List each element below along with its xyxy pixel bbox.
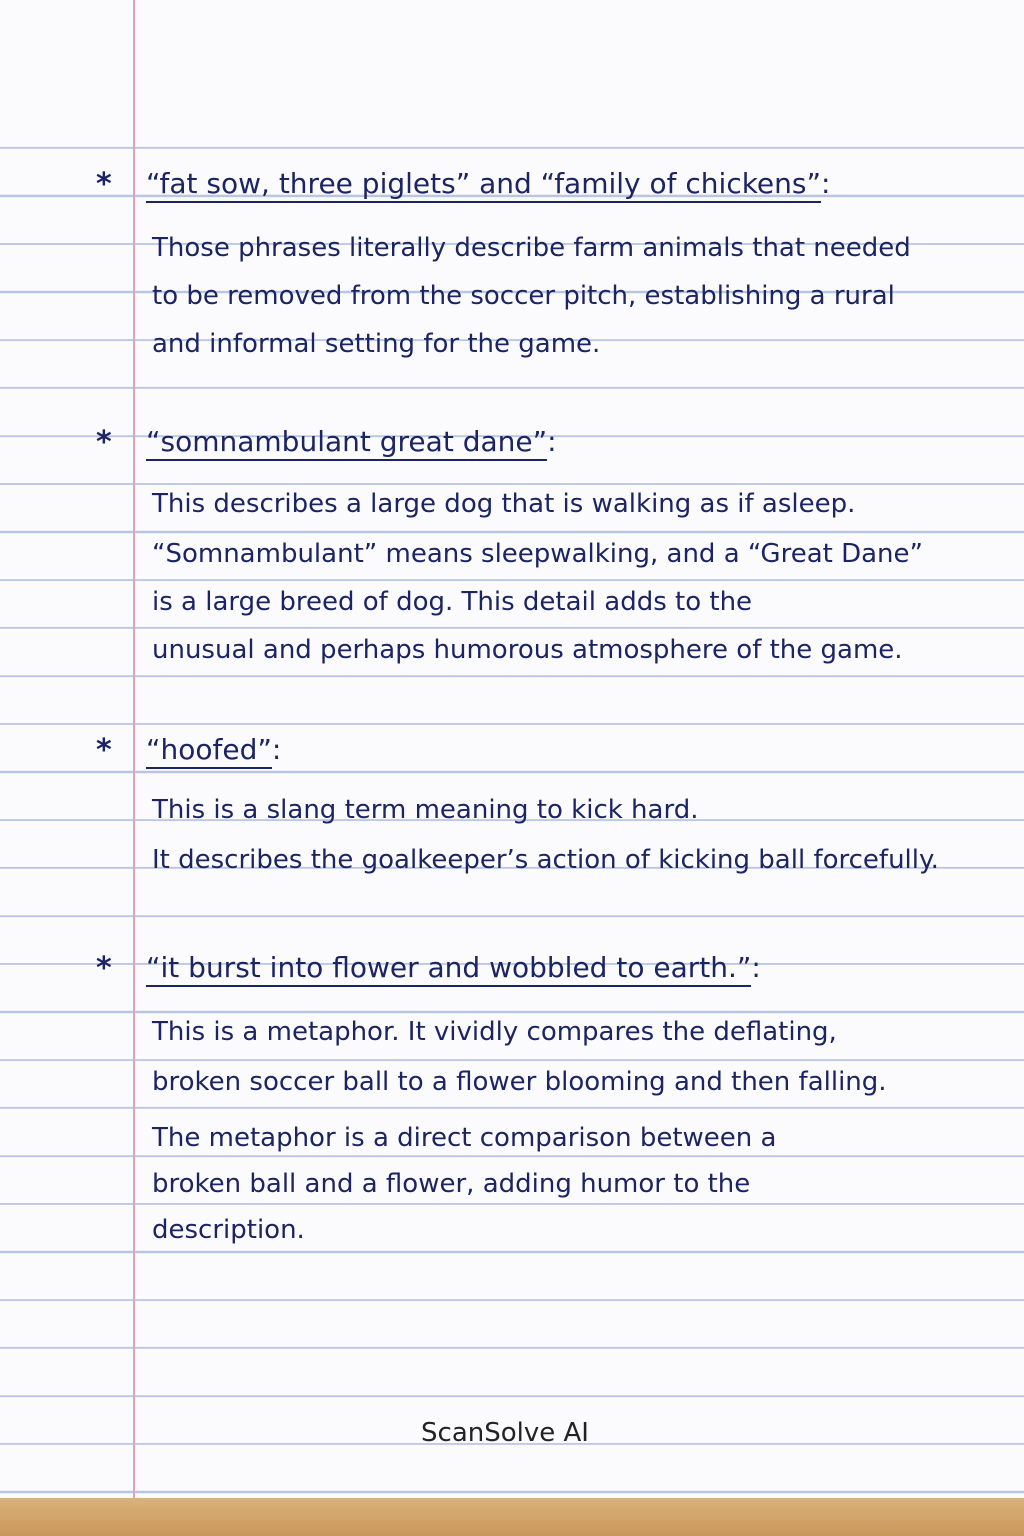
note-line: It describes the goalkeeper’s action of kicking ball forcefully. [152, 845, 939, 875]
note-heading [146, 424, 557, 460]
note-line: is a large breed of dog. This detail adds to the [152, 587, 753, 617]
note-line: This is a metaphor. It vividly compares the deflating, [152, 1017, 837, 1047]
note-line: “Somnambulant” means sleepwalking, and a “Great Dane” [152, 539, 923, 569]
page-top-margin [0, 0, 1024, 140]
note-heading-text: “fat sow, three piglets” and “family of chickens” [146, 167, 821, 203]
heading-colon: : [271, 733, 282, 766]
note-line: broken soccer ball to a flower blooming and then falling. [152, 1067, 887, 1097]
note-line: description. [152, 1215, 305, 1245]
note-line: to be removed from the soccer pitch, establishing a rural [152, 281, 895, 311]
note-line: broken ball and a flower, adding humor to the [152, 1169, 751, 1199]
bullet-star-icon: * [96, 425, 112, 460]
wood-desk-surface [0, 1498, 1024, 1536]
note-heading-text: “hoofed” [146, 733, 272, 769]
note-heading [146, 950, 761, 986]
note-line: and informal setting for the game. [152, 329, 601, 359]
note-heading-text: “it burst into flower and wobbled to earth.” [146, 951, 751, 987]
margin-line [133, 0, 135, 1498]
note-heading-text: “somnambulant great dane” [146, 425, 547, 461]
footer-brand: ScanSolve AI [421, 1418, 589, 1448]
note-heading [146, 732, 281, 768]
note-line: This is a slang term meaning to kick hard. [152, 795, 699, 825]
heading-colon: : [821, 167, 831, 200]
note-heading [146, 166, 830, 202]
note-line: This describes a large dog that is walking as if asleep. [152, 489, 856, 519]
note-line: Those phrases literally describe farm animals that needed [152, 233, 911, 263]
bullet-star-icon: * [96, 733, 112, 768]
bullet-star-icon: * [96, 951, 112, 986]
note-line: unusual and perhaps humorous atmosphere of the game. [152, 635, 903, 665]
bullet-star-icon: * [96, 167, 112, 202]
note-line: The metaphor is a direct comparison between a [152, 1123, 777, 1153]
heading-colon: : [547, 425, 557, 458]
heading-colon: : [751, 951, 761, 984]
